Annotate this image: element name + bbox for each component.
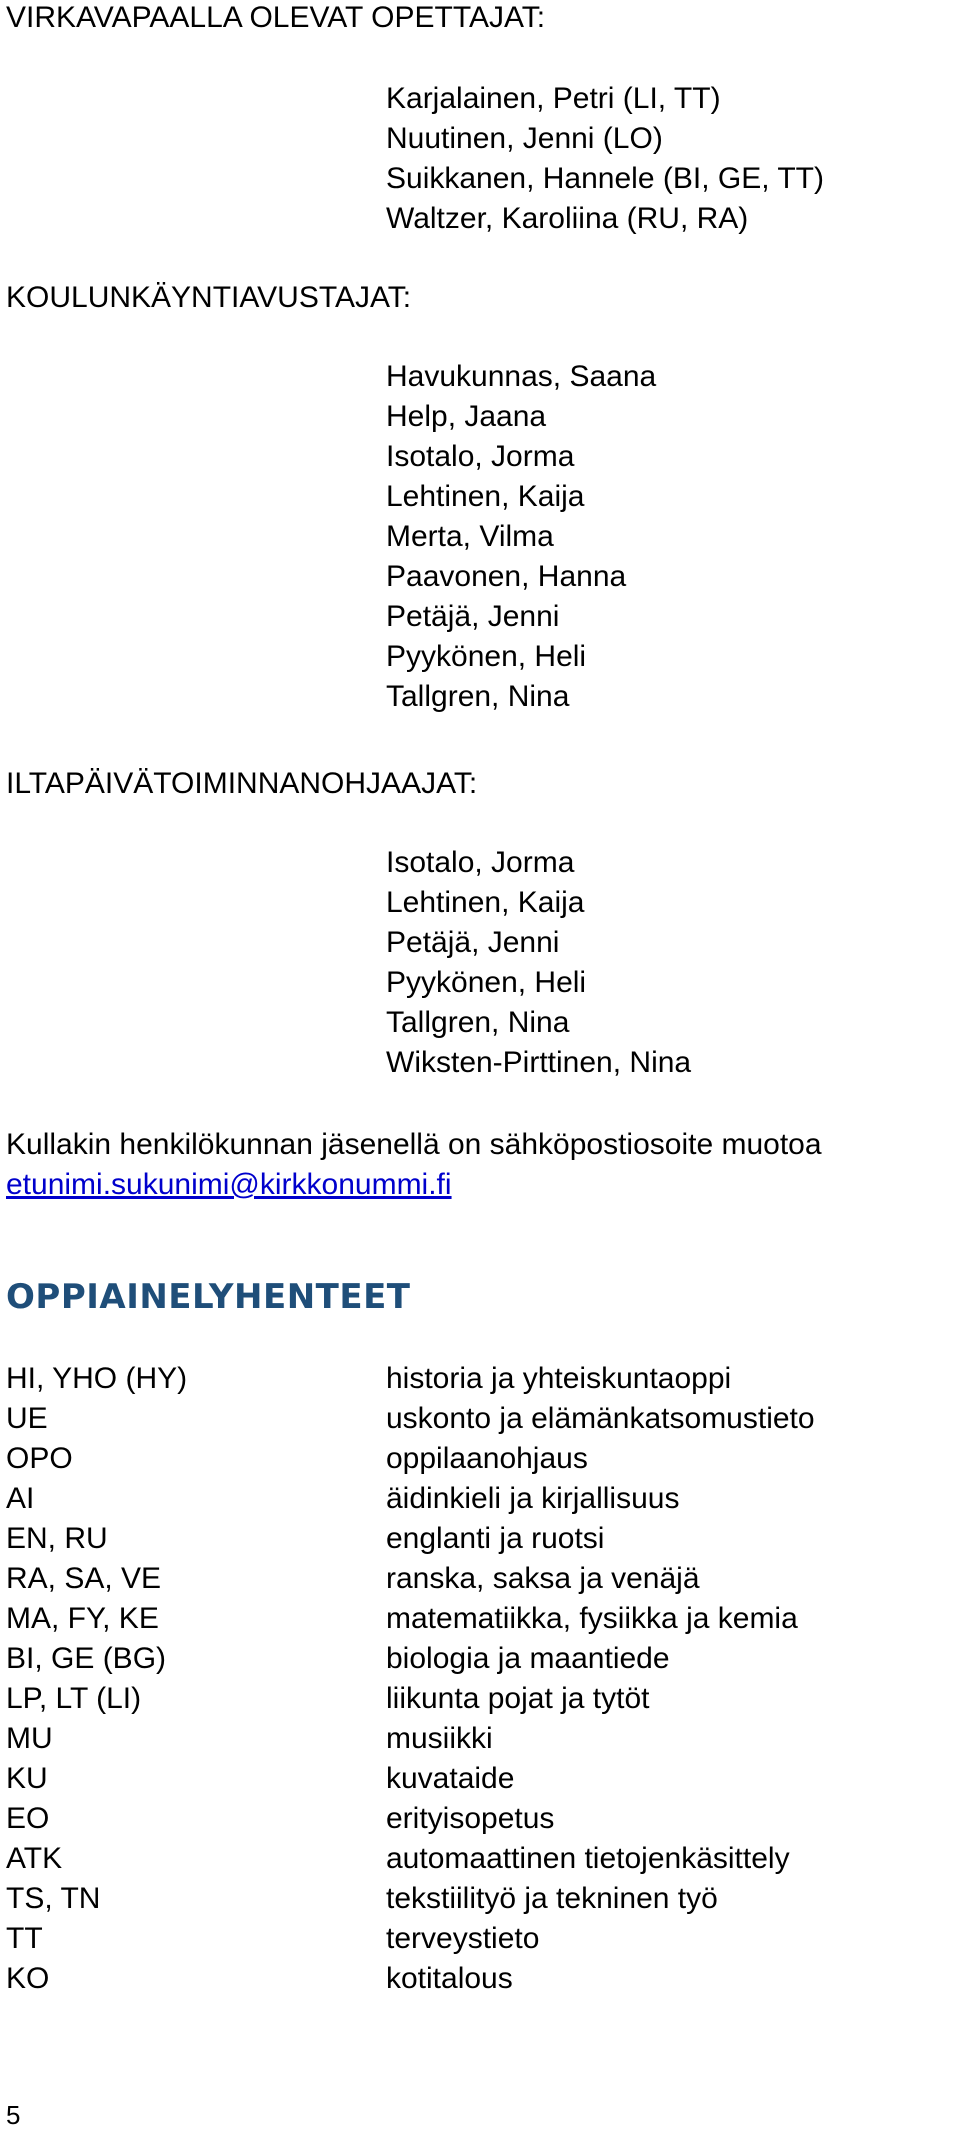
- subject-code: RA, SA, VE: [6, 1562, 162, 1595]
- subject-code: UE: [6, 1402, 48, 1435]
- subject-description: englanti ja ruotsi: [386, 1522, 605, 1555]
- table-row: [0, 1679, 940, 1719]
- table-row: [0, 1519, 940, 1559]
- list-item: Help, Jaana: [386, 400, 547, 433]
- subject-code: BI, GE (BG): [6, 1642, 167, 1675]
- list-item: Petäjä, Jenni: [386, 600, 560, 633]
- email-format-link[interactable]: etunimi.sukunimi@kirkkonummi.fi: [6, 1168, 452, 1201]
- list-item: Pyykönen, Heli: [386, 640, 587, 673]
- subject-description: ranska, saksa ja venäjä: [386, 1562, 700, 1595]
- list-item: Merta, Vilma: [386, 520, 554, 553]
- table-row: [0, 1639, 940, 1679]
- subject-code: HI, YHO (HY): [6, 1362, 188, 1395]
- list-item: Wiksten-Pirttinen, Nina: [386, 1046, 692, 1079]
- list-item: Suikkanen, Hannele (BI, GE, TT): [386, 162, 824, 195]
- email-format-note: Kullakin henkilökunnan jäsenellä on sähköpostiosoite muotoa: [6, 1128, 822, 1161]
- list-item: Pyykönen, Heli: [386, 966, 587, 999]
- table-row: [0, 1479, 940, 1519]
- list-item: Havukunnas, Saana: [386, 360, 657, 393]
- leave-teachers-heading: VIRKAVAPAALLA OLEVAT OPETTAJAT:: [6, 1, 546, 34]
- list-item: Isotalo, Jorma: [386, 440, 575, 473]
- subject-code: KO: [6, 1962, 50, 1995]
- table-row: [0, 1919, 940, 1959]
- subject-code: MU: [6, 1722, 53, 1755]
- table-row: [0, 1439, 940, 1479]
- table-row: [0, 1399, 940, 1439]
- list-item: Isotalo, Jorma: [386, 846, 575, 879]
- subject-code: OPO: [6, 1442, 73, 1475]
- subject-description: biologia ja maantiede: [386, 1642, 670, 1675]
- subject-description: oppilaanohjaus: [386, 1442, 588, 1475]
- list-item: Karjalainen, Petri (LI, TT): [386, 82, 721, 115]
- subject-abbreviations-title: OPPIAINELYHENTEET: [6, 1277, 411, 1317]
- table-row: [0, 1359, 940, 1399]
- subject-code: KU: [6, 1762, 48, 1795]
- subject-code: EN, RU: [6, 1522, 108, 1555]
- subject-description: historia ja yhteiskuntaoppi: [386, 1362, 732, 1395]
- subject-code: LP, LT (LI): [6, 1682, 142, 1715]
- subject-description: automaattinen tietojenkäsittely: [386, 1842, 790, 1875]
- subject-description: musiikki: [386, 1722, 493, 1755]
- afternoon-instructors-heading: ILTAPÄIVÄTOIMINNANOHJAAJAT:: [6, 767, 478, 800]
- list-item: Lehtinen, Kaija: [386, 886, 585, 919]
- table-row: [0, 1959, 940, 1999]
- table-row: [0, 1599, 940, 1639]
- subject-code: ATK: [6, 1842, 63, 1875]
- list-item: Waltzer, Karoliina (RU, RA): [386, 202, 749, 235]
- school-assistants-list: [386, 357, 656, 717]
- table-row: [0, 1759, 940, 1799]
- school-assistants-heading: KOULUNKÄYNTIAVUSTAJAT:: [6, 281, 412, 314]
- table-row: [0, 1719, 940, 1759]
- afternoon-instructors-list: [386, 843, 691, 1083]
- list-item: Paavonen, Hanna: [386, 560, 627, 593]
- list-item: Lehtinen, Kaija: [386, 480, 585, 513]
- list-item: Tallgren, Nina: [386, 1006, 570, 1039]
- table-row: [0, 1839, 940, 1879]
- subject-code: AI: [6, 1482, 35, 1515]
- table-row: [0, 1799, 940, 1839]
- subject-code: TT: [6, 1922, 43, 1955]
- subject-description: äidinkieli ja kirjallisuus: [386, 1482, 680, 1515]
- subject-description: erityisopetus: [386, 1802, 555, 1835]
- page-number: 5: [6, 2100, 21, 2130]
- subject-description: terveystieto: [386, 1922, 540, 1955]
- subject-code: MA, FY, KE: [6, 1602, 159, 1635]
- list-item: Nuutinen, Jenni (LO): [386, 122, 663, 155]
- subject-description: kuvataide: [386, 1762, 515, 1795]
- table-row: [0, 1559, 940, 1599]
- subject-description: kotitalous: [386, 1962, 513, 1995]
- list-item: Tallgren, Nina: [386, 680, 570, 713]
- list-item: Petäjä, Jenni: [386, 926, 560, 959]
- subject-code: EO: [6, 1802, 50, 1835]
- subject-description: tekstiilityö ja tekninen työ: [386, 1882, 718, 1915]
- subject-description: liikunta pojat ja tytöt: [386, 1682, 650, 1715]
- subject-description: matematiikka, fysiikka ja kemia: [386, 1602, 798, 1635]
- subject-description: uskonto ja elämänkatsomustieto: [386, 1402, 815, 1435]
- leave-teachers-list: [386, 79, 824, 239]
- subject-abbreviations-table: [0, 1359, 940, 1999]
- table-row: [0, 1879, 940, 1919]
- subject-code: TS, TN: [6, 1882, 101, 1915]
